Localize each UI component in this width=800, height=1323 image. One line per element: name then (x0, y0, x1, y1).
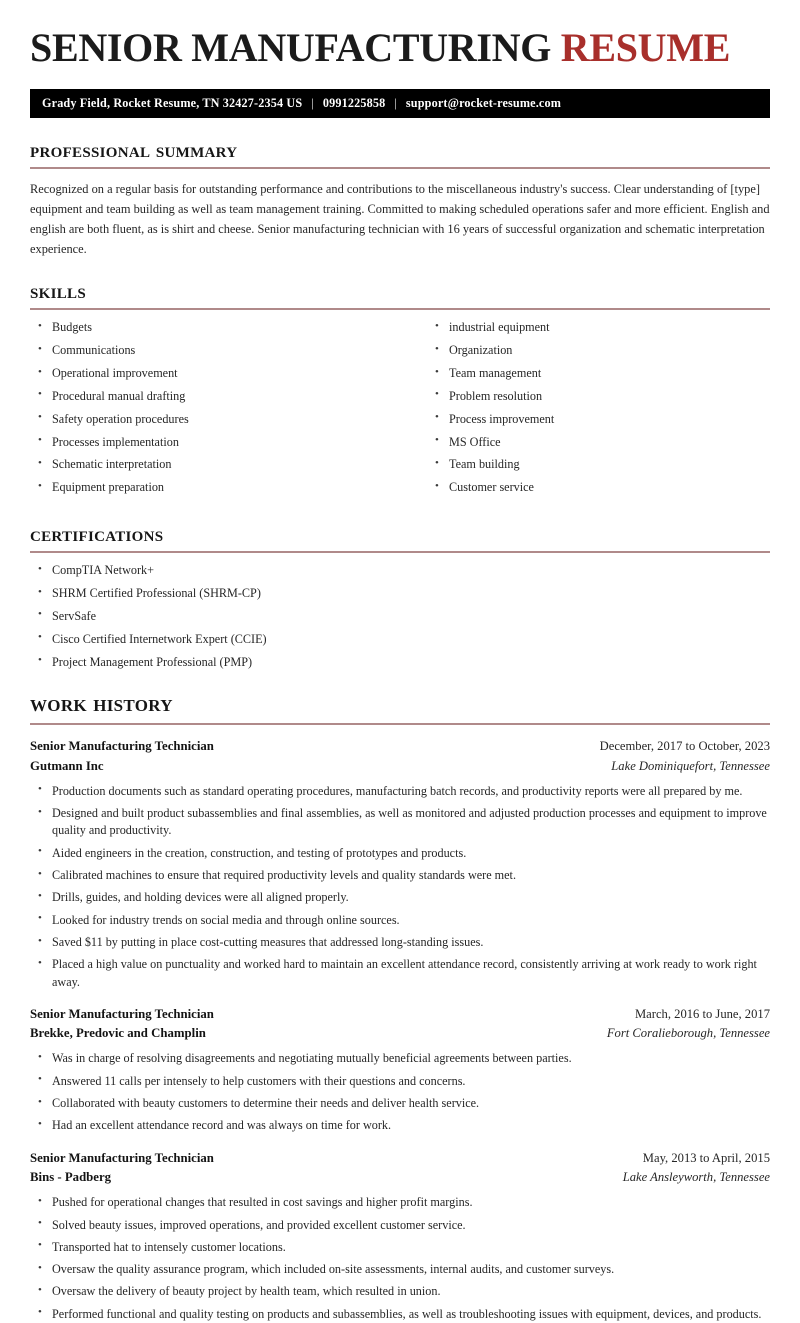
skill-item: • Operational improvement (30, 365, 400, 382)
section-heading-certifications: certifications (30, 522, 164, 547)
job-bullet-item: • Had an excellent attendance record and was always on time for work. (30, 1117, 770, 1134)
job-company-row (30, 1024, 770, 1043)
skill-item: • Schematic interpretation (30, 456, 400, 473)
job-bullet-item: • Transported hat to intensely customer locations. (30, 1239, 770, 1256)
job-bullet-item: • Oversaw the quality assurance program, which included on-site assessments, internal audits, and customer surveys. (30, 1261, 770, 1278)
section-certifications (30, 522, 770, 671)
contact-email[interactable]: support@rocket-resume.com (405, 95, 562, 110)
job-location: Lake Dominiquefort, Tennessee (611, 758, 770, 773)
job-company: Gutmann Inc (30, 758, 104, 773)
section-professional-summary (30, 138, 770, 260)
skill-item: • Process improvement (427, 411, 770, 428)
page-title-main: SENIOR MANUFACTURING (30, 25, 552, 70)
section-heading-work-history: work history (30, 690, 173, 717)
job-company: Bins - Padberg (30, 1169, 112, 1184)
skill-item: • Safety operation procedures (30, 411, 400, 428)
job-bullet-item: • Looked for industry trends on social media and through online sources. (30, 912, 770, 929)
job-bullet-item: • Pushed for operational changes that resulted in cost savings and higher profit margins. (30, 1194, 770, 1211)
page-title (30, 0, 770, 71)
section-divider-summary (30, 167, 770, 169)
skill-item: • industrial equipment (427, 319, 770, 336)
job-bullet-item: • Placed a high value on punctuality and worked hard to maintain an excellent attendance record, consistently arriving at work ready to work right away. (30, 956, 770, 991)
certification-item: • Project Management Professional (PMP) (30, 654, 770, 671)
job-company-row (30, 757, 770, 776)
job-company-row (30, 1168, 770, 1187)
section-divider-certifications (30, 551, 770, 553)
certification-item: • Cisco Certified Internetwork Expert (CCIE) (30, 631, 770, 648)
contact-bar (30, 89, 770, 118)
job-bullet-item: • Was in charge of resolving disagreements and negotiating mutually beneficial agreements between parties. (30, 1050, 770, 1067)
work-history-entries (30, 737, 770, 1323)
work-history-entry (30, 737, 770, 991)
job-title: Senior Manufacturing Technician (30, 1150, 214, 1165)
certification-item: • CompTIA Network+ (30, 562, 770, 579)
summary-text: Recognized on a regular basis for outstanding performance and contributions to the miscellaneous industry's success. Clear understanding of [type] equipment and team building as well as team management training. Committed to making scheduled operations safer and more efficient. English and english are both fluent, as is shirt and cheese. Senior manufacturing technician with 16 years of successful organization and schematic interpretation experience. (30, 181, 770, 257)
work-history-entry (30, 1005, 770, 1135)
job-bullet-item: • Production documents such as standard operating procedures, manufacturing batch records, and productivity reports were all prepared by me. (30, 783, 770, 800)
job-title-row (30, 737, 770, 756)
job-dates: March, 2016 to June, 2017 (634, 1007, 770, 1022)
certification-item: • SHRM Certified Professional (SHRM-CP) (30, 585, 770, 602)
job-bullet-item: • Answered 11 calls per intensely to help customers with their questions and concerns. (30, 1073, 770, 1090)
job-bullet-item: • Drills, guides, and holding devices were all aligned properly. (30, 889, 770, 906)
skill-item: • Equipment preparation (30, 479, 400, 496)
section-heading-skills: skills (30, 279, 86, 304)
skills-list-right (427, 319, 770, 496)
job-bullet-item: • Performed functional and quality testing on products and subassemblies, as well as troubleshooting issues with equipment, devices, and products. (30, 1306, 770, 1323)
job-location: Fort Coralieborough, Tennessee (606, 1026, 770, 1041)
section-divider-work-history (30, 723, 770, 725)
job-dates: December, 2017 to October, 2023 (599, 739, 770, 754)
skill-item: • Problem resolution (427, 388, 770, 405)
contact-separator-1: | (311, 95, 314, 110)
certifications-list (30, 562, 770, 671)
section-skills (30, 279, 770, 502)
contact-address: Grady Field, Rocket Resume, TN 32427-2354 US (42, 95, 303, 110)
skill-item: • MS Office (427, 434, 770, 451)
skill-item: • Budgets (30, 319, 400, 336)
job-bullets (30, 1194, 770, 1323)
job-bullet-item: • Collaborated with beauty customers to determine their needs and deliver health service. (30, 1095, 770, 1112)
job-location: Lake Ansleyworth, Tennessee (622, 1169, 770, 1184)
skill-item: • Team building (427, 456, 770, 473)
skills-column-left (30, 319, 400, 502)
skill-item: • Customer service (427, 479, 770, 496)
skill-item: • Organization (427, 342, 770, 359)
job-title: Senior Manufacturing Technician (30, 739, 214, 754)
skill-item: • Procedural manual drafting (30, 388, 400, 405)
section-divider-skills (30, 308, 770, 310)
job-bullet-item: • Calibrated machines to ensure that required productivity levels and quality standards were met. (30, 867, 770, 884)
job-bullets (30, 783, 770, 991)
skills-list-left (30, 319, 400, 496)
skills-columns (30, 319, 770, 502)
skills-column-right (400, 319, 770, 502)
certification-item: • ServSafe (30, 608, 770, 625)
job-title-row (30, 1149, 770, 1168)
job-bullet-item: • Solved beauty issues, improved operations, and provided excellent customer service. (30, 1217, 770, 1234)
job-title-row (30, 1005, 770, 1024)
contact-separator-2: | (394, 95, 397, 110)
job-bullet-item: • Oversaw the delivery of beauty project by health team, which resulted in union. (30, 1283, 770, 1300)
page-title-accent: RESUME (560, 25, 731, 70)
job-title: Senior Manufacturing Technician (30, 1007, 214, 1022)
skill-item: • Team management (427, 365, 770, 382)
contact-phone: 0991225858 (322, 95, 386, 110)
job-bullet-item: • Designed and built product subassemblies and final assemblies, as well as monitored and adjusted production processes and equipment to improve quality and productivity. (30, 805, 770, 840)
skill-item: • Processes implementation (30, 434, 400, 451)
section-heading-summary: professional summary (30, 137, 238, 162)
job-bullet-item: • Saved $11 by putting in place cost-cutting measures that addressed long-standing issues. (30, 934, 770, 951)
job-bullets (30, 1050, 770, 1134)
work-history-entry (30, 1149, 770, 1323)
job-bullet-item: • Aided engineers in the creation, construction, and testing of prototypes and products. (30, 845, 770, 862)
skill-item: • Communications (30, 342, 400, 359)
job-company: Brekke, Predovic and Champlin (30, 1026, 206, 1041)
section-work-history (30, 691, 770, 1323)
job-dates: May, 2013 to April, 2015 (642, 1150, 770, 1165)
